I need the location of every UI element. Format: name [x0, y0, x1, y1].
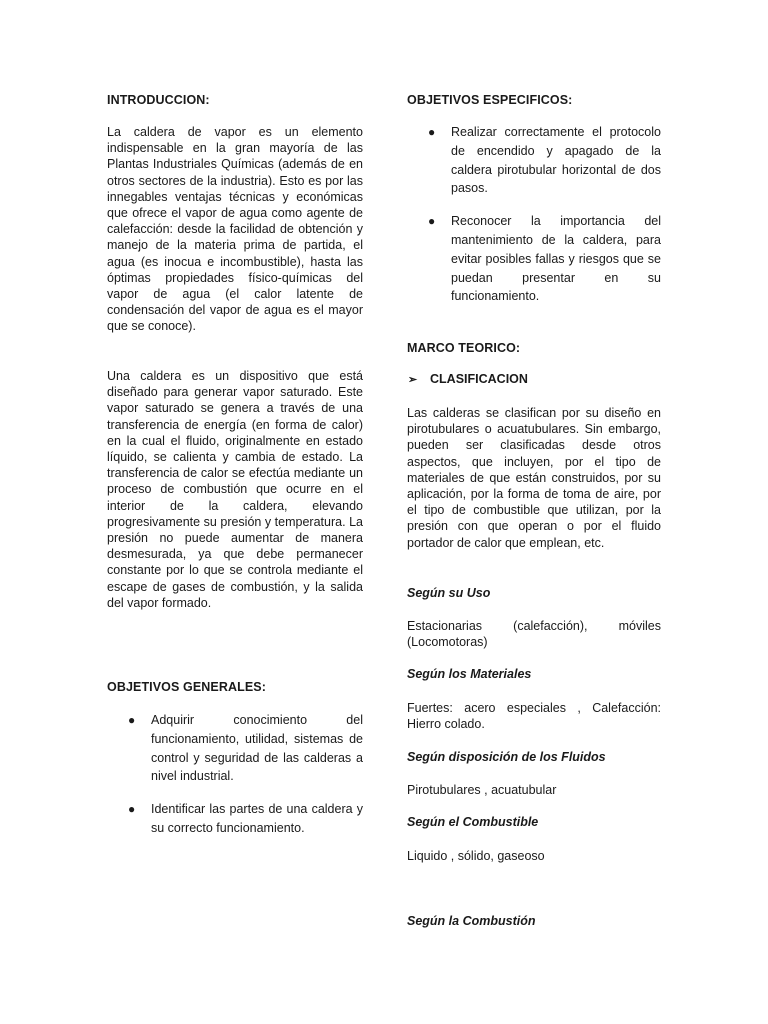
- list-item: [407, 212, 661, 306]
- intro-paragraph-2: Una caldera es un dispositivo que está diseñado para generar vapor saturado. Este vapor saturado se genera a través de una transferencia de energía (en forma de calor) en la cual el fluido, originalmente en estado líquido, se calienta y cambia de estado. La transferencia de calor se efectúa mediante un proceso de combustión que ocurre en el interior de la caldera, elevando progresivamente su presión y temperatura. La presión no puede aumentar de manera desmesurada, ya que debe permanecer constante por lo que se controla mediante el escape de gases de combustión, y la salida del vapor formado.: [107, 369, 363, 610]
- segun-combustion-heading: Según la Combustión: [407, 914, 536, 928]
- segun-materiales-text: Fuertes: acero especiales , Calefacción: Hierro colado.: [407, 701, 661, 732]
- bullet-icon: ●: [428, 125, 436, 139]
- list-item: [107, 711, 363, 786]
- objetivos-especificos-heading: OBJETIVOS ESPECIFICOS:: [407, 93, 573, 107]
- segun-uso-text: Estacionarias (calefacción), móviles (Locomotoras): [407, 619, 661, 650]
- marco-teorico-heading: MARCO TEORICO:: [407, 341, 521, 355]
- segun-materiales-heading: Según los Materiales: [407, 667, 532, 681]
- list-item-text: Realizar correctamente el protocolo de encendido y apagado de la caldera pirotubular horizontal de dos pasos.: [451, 125, 661, 196]
- objetivos-especificos-list: [407, 123, 661, 306]
- segun-uso-heading: Según su Uso: [407, 586, 491, 600]
- bullet-icon: ●: [128, 802, 136, 817]
- list-item: [107, 800, 363, 838]
- segun-fluidos-text: Pirotubulares , acuatubular: [407, 783, 557, 797]
- segun-combustible-heading: Según el Combustible: [407, 815, 539, 829]
- list-item-text: Adquirir conocimiento del funcionamiento, utilidad, sistemas de control y seguridad de las calderas a nivel industrial.: [151, 713, 363, 784]
- list-item-text: Identificar las partes de una caldera y su correcto funcionamiento.: [151, 802, 363, 835]
- segun-combustible-text: Liquido , sólido, gaseoso: [407, 849, 545, 863]
- clasificacion-heading: [407, 372, 528, 386]
- bullet-icon: ●: [428, 214, 436, 229]
- objetivos-generales-list: [107, 711, 363, 838]
- intro-heading: INTRODUCCION:: [107, 93, 210, 107]
- list-item: [407, 123, 661, 198]
- list-item-text: Reconocer la importancia del mantenimiento de la caldera, para evitar posibles fallas y riesgos que se puedan presentar en su funcionamiento.: [451, 214, 661, 304]
- clasificacion-label: CLASIFICACION: [430, 372, 528, 386]
- objetivos-generales-heading: OBJETIVOS GENERALES:: [107, 680, 266, 694]
- arrow-bullet-icon: ➢: [408, 374, 418, 386]
- intro-paragraph-1: La caldera de vapor es un elemento indispensable en la gran mayoría de las Plantas Industriales Químicas (además de en otros sectores de la industria). Esto es por las innegables ventajas técnicas y económicas que ofrece el vapor de agua como agente de calefacción: desde la facilidad de obtención y manejo de la materia prima de partida, el agua (es inocua e incombustible), hasta las óptimas propiedades físico-químicas del vapor de agua (el calor latente de condensación del vapor de agua es el mayor que se conoce).: [107, 125, 363, 334]
- bullet-icon: ●: [128, 713, 136, 727]
- clasificacion-paragraph: Las calderas se clasifican por su diseño en pirotubulares o acuatubulares. Sin embargo, pueden ser clasificadas desde otros aspectos, que incluyen, por el tipo de materiales de que están construidos, por su aplicación, por la forma de toma de aire, por el tipo de combustible que utilizan, por la presión con que operan o por el fluido portador de calor que emplean, etc.: [407, 406, 661, 550]
- segun-fluidos-heading: Según disposición de los Fluidos: [407, 750, 606, 764]
